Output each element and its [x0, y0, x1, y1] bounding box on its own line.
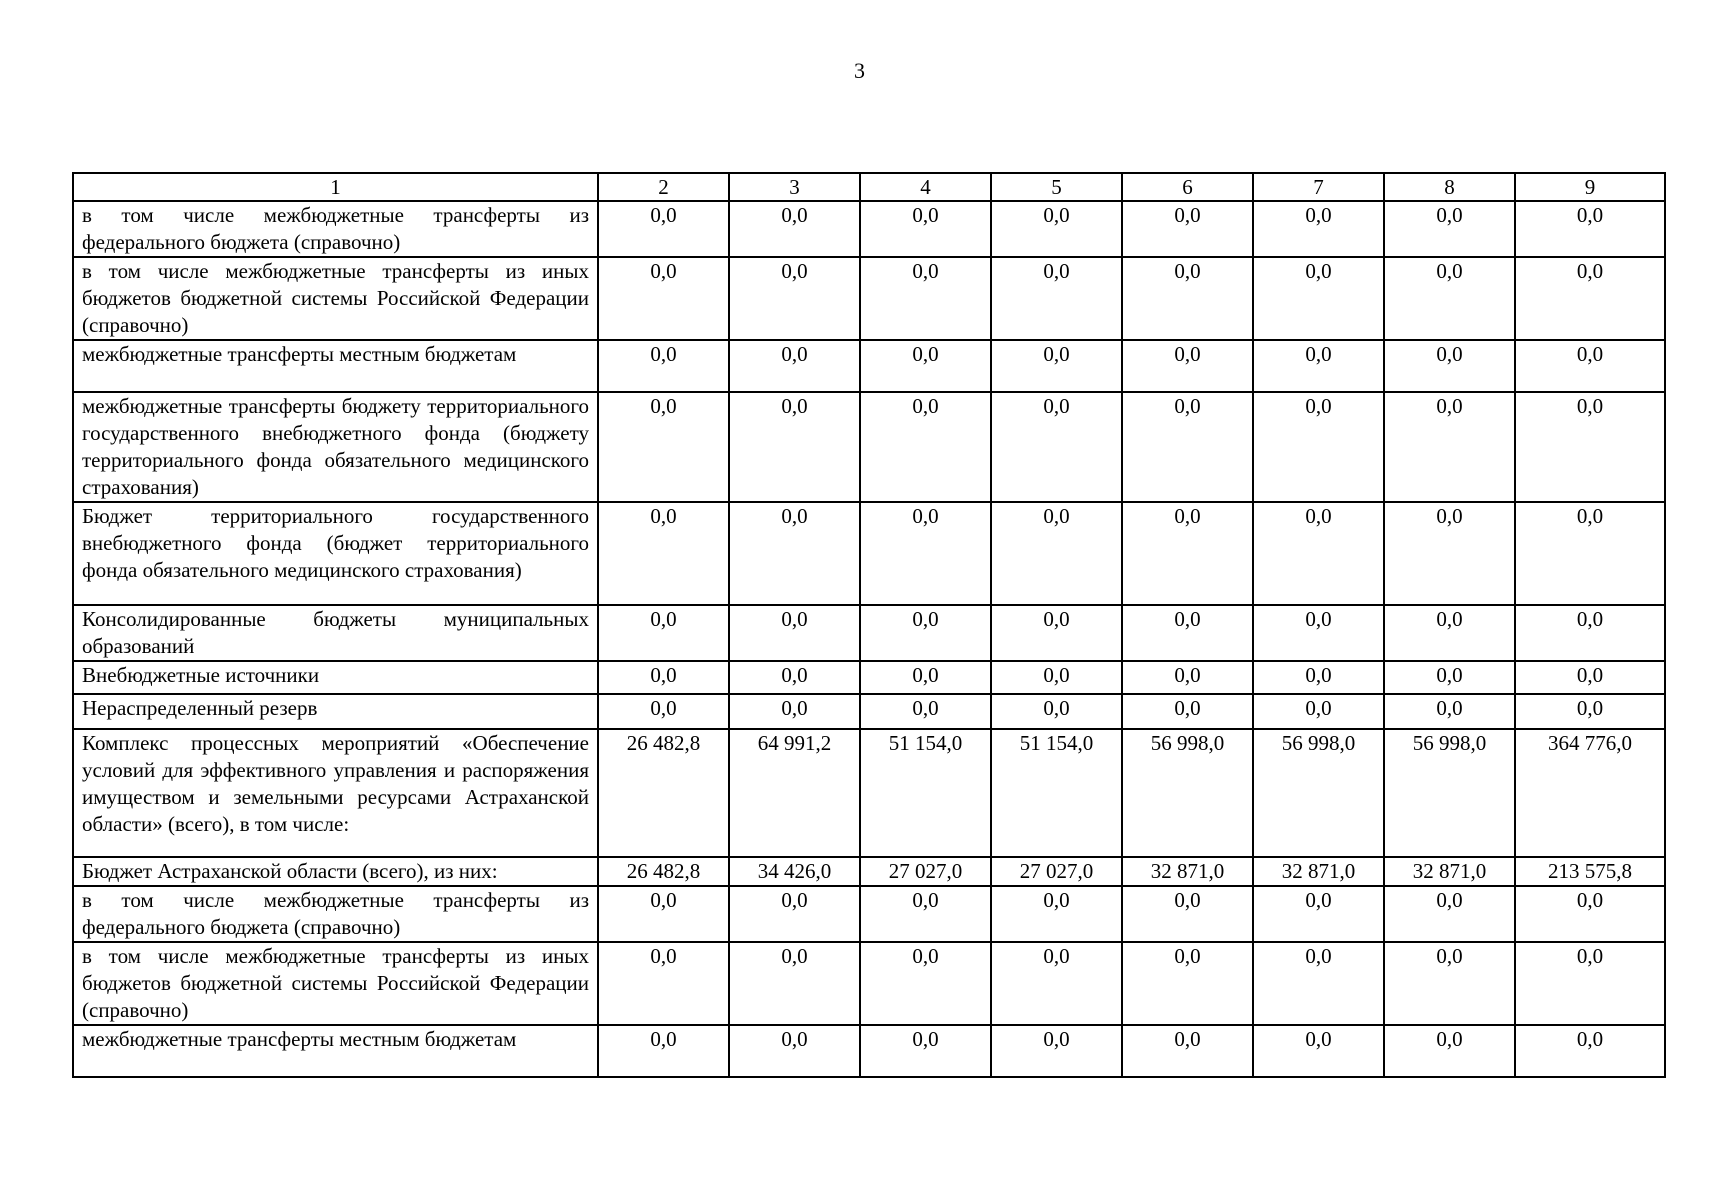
value-cell: 0,0	[1384, 340, 1515, 392]
value-cell: 32 871,0	[1384, 857, 1515, 886]
table-row	[73, 605, 1665, 661]
value-cell: 0,0	[860, 201, 991, 257]
value-cell: 0,0	[1384, 257, 1515, 340]
value-cell: 0,0	[1253, 201, 1384, 257]
column-header: 2	[598, 173, 729, 201]
value-cell: 0,0	[1253, 605, 1384, 661]
value-cell: 51 154,0	[860, 729, 991, 857]
value-cell: 0,0	[1515, 257, 1665, 340]
value-cell: 0,0	[860, 886, 991, 942]
value-cell: 0,0	[991, 502, 1122, 605]
value-cell: 56 998,0	[1122, 729, 1253, 857]
table-row	[73, 340, 1665, 392]
page-number: 3	[854, 58, 865, 83]
value-cell: 0,0	[1253, 1025, 1384, 1077]
value-cell: 0,0	[991, 257, 1122, 340]
value-cell: 0,0	[729, 942, 860, 1025]
value-cell: 0,0	[1384, 942, 1515, 1025]
value-cell: 0,0	[729, 502, 860, 605]
value-cell: 0,0	[991, 201, 1122, 257]
value-cell: 0,0	[729, 886, 860, 942]
value-cell: 0,0	[729, 392, 860, 502]
value-cell: 213 575,8	[1515, 857, 1665, 886]
value-cell: 0,0	[729, 340, 860, 392]
table-body	[73, 173, 1665, 1077]
table-row	[73, 661, 1665, 694]
value-cell: 0,0	[1384, 694, 1515, 729]
column-header: 6	[1122, 173, 1253, 201]
table-row	[73, 694, 1665, 729]
value-cell: 0,0	[1253, 392, 1384, 502]
value-cell: 0,0	[598, 392, 729, 502]
value-cell: 0,0	[991, 661, 1122, 694]
value-cell: 0,0	[598, 201, 729, 257]
value-cell: 0,0	[598, 1025, 729, 1077]
value-cell: 26 482,8	[598, 729, 729, 857]
value-cell: 0,0	[860, 1025, 991, 1077]
value-cell: 0,0	[1515, 694, 1665, 729]
column-header: 5	[991, 173, 1122, 201]
value-cell: 0,0	[1515, 886, 1665, 942]
value-cell: 0,0	[598, 886, 729, 942]
value-cell: 0,0	[598, 942, 729, 1025]
value-cell: 0,0	[860, 502, 991, 605]
value-cell: 0,0	[860, 694, 991, 729]
value-cell: 0,0	[1384, 605, 1515, 661]
row-label: в том числе межбюджетные трансферты из иных бюджетов бюджетной системы Российской Федерации (справочно)	[73, 942, 598, 1025]
table-row	[73, 502, 1665, 605]
value-cell: 0,0	[1515, 1025, 1665, 1077]
value-cell: 0,0	[598, 502, 729, 605]
row-label: в том числе межбюджетные трансферты из иных бюджетов бюджетной системы Российской Федерации (справочно)	[73, 257, 598, 340]
value-cell: 0,0	[1384, 886, 1515, 942]
column-header: 3	[729, 173, 860, 201]
value-cell: 0,0	[1515, 942, 1665, 1025]
value-cell: 0,0	[1384, 1025, 1515, 1077]
value-cell: 0,0	[1384, 661, 1515, 694]
row-label: Консолидированные бюджеты муниципальных образований	[73, 605, 598, 661]
value-cell: 34 426,0	[729, 857, 860, 886]
value-cell: 0,0	[1122, 340, 1253, 392]
value-cell: 0,0	[1515, 661, 1665, 694]
value-cell: 0,0	[598, 257, 729, 340]
value-cell: 56 998,0	[1253, 729, 1384, 857]
value-cell: 51 154,0	[991, 729, 1122, 857]
column-header: 7	[1253, 173, 1384, 201]
value-cell: 0,0	[1515, 340, 1665, 392]
value-cell: 0,0	[1122, 257, 1253, 340]
row-label: межбюджетные трансферты бюджету территориального государственного внебюджетного фонда (бюджету территориального фонда обязательного медицинского страхования)	[73, 392, 598, 502]
value-cell: 0,0	[1122, 605, 1253, 661]
column-number-row	[73, 173, 1665, 201]
table-row	[73, 886, 1665, 942]
value-cell: 0,0	[1122, 1025, 1253, 1077]
value-cell: 0,0	[1384, 502, 1515, 605]
value-cell: 364 776,0	[1515, 729, 1665, 857]
value-cell: 0,0	[1515, 201, 1665, 257]
value-cell: 0,0	[1253, 886, 1384, 942]
value-cell: 0,0	[1253, 502, 1384, 605]
table-row	[73, 942, 1665, 1025]
table-row	[73, 729, 1665, 857]
value-cell: 0,0	[729, 605, 860, 661]
value-cell: 0,0	[1384, 392, 1515, 502]
value-cell: 0,0	[991, 886, 1122, 942]
value-cell: 0,0	[1253, 942, 1384, 1025]
value-cell: 0,0	[1515, 392, 1665, 502]
value-cell: 0,0	[1515, 502, 1665, 605]
value-cell: 0,0	[1253, 694, 1384, 729]
column-header: 1	[73, 173, 598, 201]
value-cell: 0,0	[1122, 942, 1253, 1025]
row-label: Бюджет Астраханской области (всего), из них:	[73, 857, 598, 886]
value-cell: 27 027,0	[991, 857, 1122, 886]
value-cell: 0,0	[729, 257, 860, 340]
table-row	[73, 201, 1665, 257]
value-cell: 0,0	[860, 661, 991, 694]
value-cell: 0,0	[860, 605, 991, 661]
column-header: 9	[1515, 173, 1665, 201]
value-cell: 0,0	[729, 201, 860, 257]
value-cell: 32 871,0	[1122, 857, 1253, 886]
value-cell: 0,0	[1122, 661, 1253, 694]
value-cell: 0,0	[729, 694, 860, 729]
value-cell: 27 027,0	[860, 857, 991, 886]
row-label: межбюджетные трансферты местным бюджетам	[73, 1025, 598, 1077]
value-cell: 0,0	[991, 340, 1122, 392]
row-label: Внебюджетные источники	[73, 661, 598, 694]
value-cell: 0,0	[991, 942, 1122, 1025]
table-row	[73, 257, 1665, 340]
value-cell: 0,0	[729, 661, 860, 694]
value-cell: 0,0	[1122, 886, 1253, 942]
value-cell: 0,0	[1384, 201, 1515, 257]
value-cell: 0,0	[860, 392, 991, 502]
row-label: межбюджетные трансферты местным бюджетам	[73, 340, 598, 392]
value-cell: 0,0	[991, 1025, 1122, 1077]
row-label: Нераспределенный резерв	[73, 694, 598, 729]
value-cell: 32 871,0	[1253, 857, 1384, 886]
value-cell: 0,0	[598, 694, 729, 729]
value-cell: 0,0	[1253, 257, 1384, 340]
value-cell: 0,0	[991, 605, 1122, 661]
value-cell: 0,0	[1253, 661, 1384, 694]
value-cell: 0,0	[598, 605, 729, 661]
table-row	[73, 1025, 1665, 1077]
value-cell: 0,0	[860, 340, 991, 392]
value-cell: 0,0	[1122, 392, 1253, 502]
value-cell: 0,0	[1122, 694, 1253, 729]
value-cell: 0,0	[1515, 605, 1665, 661]
value-cell: 0,0	[860, 257, 991, 340]
value-cell: 0,0	[1122, 201, 1253, 257]
column-header: 8	[1384, 173, 1515, 201]
row-label: Комплекс процессных мероприятий «Обеспечение условий для эффективного управления и распоряжения имуществом и земельными ресурсами Астраханской области» (всего), в том числе:	[73, 729, 598, 857]
value-cell: 0,0	[1253, 340, 1384, 392]
value-cell: 0,0	[991, 392, 1122, 502]
table-row	[73, 857, 1665, 886]
value-cell: 0,0	[598, 661, 729, 694]
row-label: в том числе межбюджетные трансферты из федерального бюджета (справочно)	[73, 886, 598, 942]
column-header: 4	[860, 173, 991, 201]
value-cell: 26 482,8	[598, 857, 729, 886]
value-cell: 0,0	[598, 340, 729, 392]
row-label: Бюджет территориального государственного внебюджетного фонда (бюджет территориального фонда обязательного медицинского страхования)	[73, 502, 598, 605]
value-cell: 0,0	[991, 694, 1122, 729]
value-cell: 0,0	[1122, 502, 1253, 605]
value-cell: 0,0	[729, 1025, 860, 1077]
value-cell: 0,0	[860, 942, 991, 1025]
table-row	[73, 392, 1665, 502]
budget-table	[72, 172, 1666, 1078]
value-cell: 64 991,2	[729, 729, 860, 857]
value-cell: 56 998,0	[1384, 729, 1515, 857]
row-label: в том числе межбюджетные трансферты из федерального бюджета (справочно)	[73, 201, 598, 257]
